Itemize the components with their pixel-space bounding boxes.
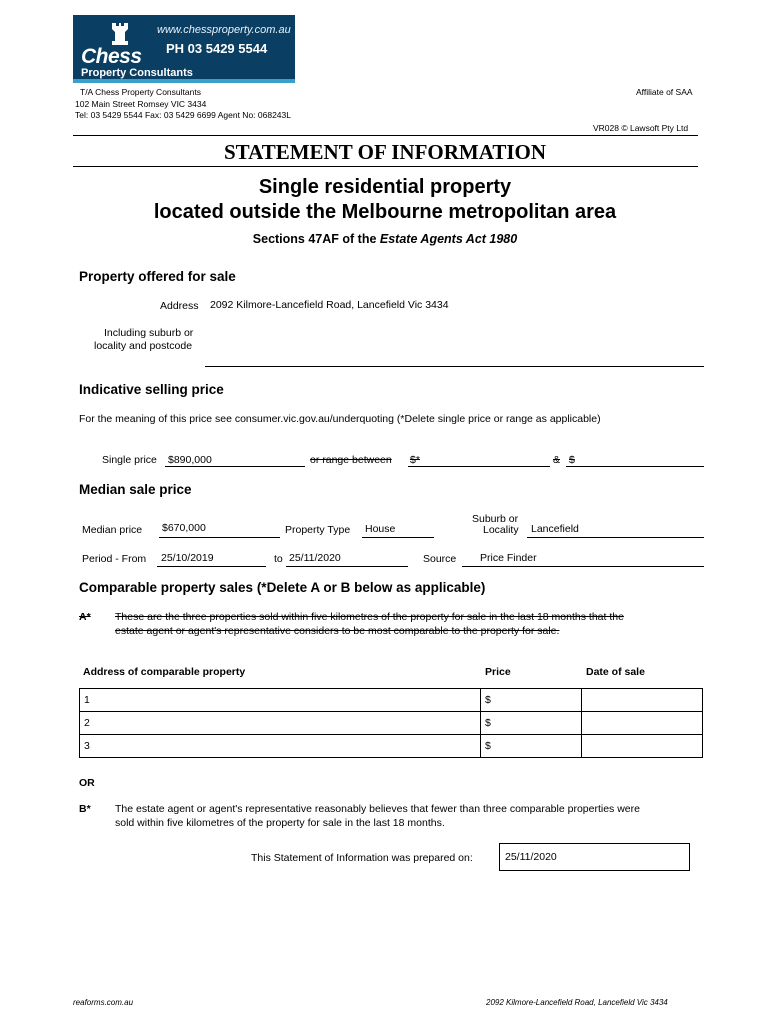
median-price-value[interactable]: $670,000 <box>162 522 206 534</box>
period-to-underline <box>286 566 408 567</box>
source-label: Source <box>423 553 457 565</box>
form-code: VR028 © Lawsoft Pty Ltd <box>593 123 689 133</box>
prepared-date-box[interactable] <box>499 843 690 871</box>
option-b-text-1: The estate agent or agent's representative reasonably believes that fewer than three comparable properties were <box>115 803 640 815</box>
table-row <box>80 735 703 758</box>
row-price-cell[interactable] <box>481 735 582 758</box>
footer-right: 2092 Kilmore-Lancefield Road, Lancefield Vic 3434 <box>486 998 668 1007</box>
property-type-value[interactable]: House <box>365 523 396 535</box>
median-suburb-underline <box>527 537 704 538</box>
agency-line-1: T/A Chess Property Consultants <box>80 87 201 97</box>
range-and-label: & <box>553 454 561 466</box>
indicative-note: For the meaning of this price see consumer.vic.gov.au/underquoting (*Delete single price or range as applicable) <box>79 413 601 425</box>
document-title: STATEMENT OF INFORMATION <box>223 140 547 164</box>
indicative-heading: Indicative selling price <box>79 382 224 397</box>
subtitle-line-1: Single residential property <box>258 176 512 198</box>
row-date-cell[interactable] <box>582 735 703 758</box>
row-address-cell[interactable] <box>80 689 481 712</box>
row-number: 2 <box>84 717 90 729</box>
single-price-underline <box>165 466 305 467</box>
median-suburb-label-2: Locality <box>483 524 519 536</box>
property-heading: Property offered for sale <box>79 269 236 284</box>
option-b-marker: B* <box>79 803 91 815</box>
col-price-header: Price <box>485 666 511 678</box>
source-underline <box>462 566 704 567</box>
header-rule-top <box>73 135 698 136</box>
col-address-header: Address of comparable property <box>83 666 246 678</box>
prepared-label: This Statement of Information was prepared on: <box>251 852 473 864</box>
sections-prefix: Sections 47AF of the <box>252 232 380 246</box>
table-row <box>80 689 703 712</box>
logo-accent-bar <box>73 79 295 83</box>
period-from-value[interactable]: 25/10/2019 <box>161 552 214 564</box>
row-address-cell[interactable] <box>80 735 481 758</box>
median-price-label: Median price <box>82 524 143 536</box>
single-price-value[interactable]: $890,000 <box>168 454 212 466</box>
range-label: or range between <box>310 454 392 466</box>
table-row <box>80 712 703 735</box>
source-value[interactable]: Price Finder <box>480 552 537 564</box>
agency-line-3: Tel: 03 5429 5544 Fax: 03 5429 6699 Agent No: 068243L <box>75 110 291 120</box>
row-price: $ <box>485 717 491 729</box>
suburb-label-1: Including suburb or <box>104 327 194 339</box>
logo-tagline: Property Consultants <box>81 67 193 79</box>
col-date-header: Date of sale <box>586 666 645 678</box>
period-from-label: Period - From <box>82 553 147 565</box>
address-underline <box>205 366 704 367</box>
comparable-table <box>79 688 703 758</box>
agency-logo <box>73 15 295 83</box>
option-a-marker: A* <box>79 611 91 623</box>
logo-brand: Chess <box>81 45 142 68</box>
row-date-cell[interactable] <box>582 689 703 712</box>
sections-act: Estate Agents Act 1980 <box>379 232 518 246</box>
affiliate-text: Affiliate of SAA <box>636 87 693 97</box>
row-number: 1 <box>84 694 90 706</box>
row-price: $ <box>485 694 491 706</box>
agency-line-2: 102 Main Street Romsey VIC 3434 <box>75 99 207 109</box>
range-from-value[interactable]: $* <box>410 454 420 466</box>
property-type-underline <box>362 537 434 538</box>
address-label: Address <box>160 300 199 312</box>
row-number: 3 <box>84 740 90 752</box>
period-to-label: to <box>274 553 283 565</box>
row-date-cell[interactable] <box>582 712 703 735</box>
option-a-text-2: estate agent or agent's representative considers to be most comparable to the property for sale. <box>115 625 560 637</box>
subtitle-line-2: located outside the Melbourne metropolitan area <box>153 201 617 223</box>
range-to-value[interactable]: $ <box>569 454 575 466</box>
option-a-text-1: These are the three properties sold within five kilometres of the property for sale in the last 18 months that the <box>115 611 624 623</box>
chess-rook-icon <box>109 21 131 47</box>
comparable-heading: Comparable property sales (*Delete A or B below as applicable) <box>79 580 486 595</box>
row-price-cell[interactable] <box>481 689 582 712</box>
address-value[interactable]: 2092 Kilmore-Lancefield Road, Lancefield Vic 3434 <box>210 299 449 311</box>
prepared-date-value: 25/11/2020 <box>505 851 557 863</box>
median-heading: Median sale price <box>79 482 192 497</box>
period-from-underline <box>157 566 266 567</box>
row-address-cell[interactable] <box>80 712 481 735</box>
period-to-value[interactable]: 25/11/2020 <box>289 552 341 564</box>
logo-phone: PH 03 5429 5544 <box>166 41 268 56</box>
header-rule-bottom <box>73 166 698 167</box>
or-text: OR <box>79 777 95 789</box>
range-from-underline <box>408 466 550 467</box>
footer-left: reaforms.com.au <box>73 998 134 1007</box>
logo-website: www.chessproperty.com.au <box>157 24 291 36</box>
median-suburb-label-1: Suburb or <box>472 513 519 525</box>
single-price-label: Single price <box>102 454 157 466</box>
median-price-underline <box>159 537 280 538</box>
range-to-underline <box>566 466 704 467</box>
row-price: $ <box>485 740 491 752</box>
median-suburb-value[interactable]: Lancefield <box>531 523 579 535</box>
row-price-cell[interactable] <box>481 712 582 735</box>
option-b-text-2: sold within five kilometres of the property for sale in the last 18 months. <box>115 817 445 829</box>
suburb-label-2: locality and postcode <box>94 340 193 352</box>
property-type-label: Property Type <box>285 524 351 536</box>
sections-reference <box>0 232 770 246</box>
